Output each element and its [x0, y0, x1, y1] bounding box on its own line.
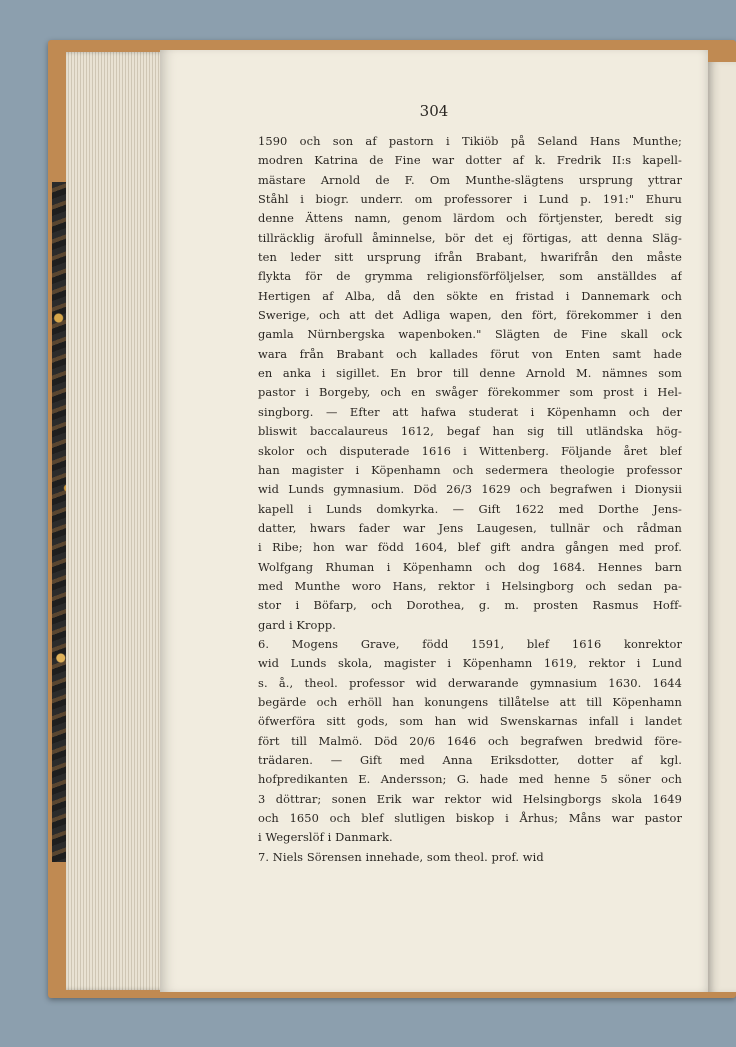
- text-line: stor i Böfarp, och Dorothea, g. m. prosten Rasmus Hoff-: [258, 598, 682, 613]
- text-line: 3 döttrar; sonen Erik war rektor wid Helsingborgs skola 1649: [258, 791, 682, 806]
- text-line: en anka i sigillet. En bror till denne Arnold M. nämnes som: [258, 366, 682, 381]
- text-line: bliswit baccalaureus 1612, begaf han sig till utländska hög-: [258, 424, 682, 439]
- text-line: öfwerföra sitt gods, som han wid Swenskarnas infall i landet: [258, 714, 682, 729]
- text-line: Wolfgang Rhuman i Köpenhamn och dog 1684. Hennes barn: [258, 559, 682, 574]
- text-line: i Wegerslöf i Danmark.: [258, 830, 393, 845]
- text-line: trädaren. — Gift med Anna Eriksdotter, dotter af kgl.: [258, 753, 682, 767]
- text-line: gamla Nürnbergska wapenboken." Slägten de Fine skall ock: [258, 327, 682, 342]
- text-line: Hertigen af Alba, då den sökte en fristad i Dannemark och: [258, 288, 682, 303]
- page-edges: [66, 52, 170, 990]
- text-line: fört till Malmö. Död 20/6 1646 och begrafwen bredwid före-: [258, 733, 682, 748]
- text-line: datter, hwars fader war Jens Laugesen, tullnär och rådman: [258, 520, 682, 535]
- text-line: singborg. — Efter att hafwa studerat i Köpenhamn och der: [258, 404, 682, 419]
- facing-page-edge: [708, 62, 736, 992]
- text-line: wid Lunds skola, magister i Köpenhamn 1619, rektor i Lund: [258, 656, 682, 671]
- text-line: hofpredikanten E. Andersson; G. hade med henne 5 söner och: [258, 772, 682, 787]
- text-line: tillräcklig ärofull åminnelse, bör det ej förtigas, att denna Släg-: [258, 230, 682, 245]
- page-number: 304: [419, 102, 449, 120]
- text-line: Ståhl i biogr. underr. om professorer i Lund p. 191:" Ehuru: [258, 192, 682, 207]
- text-line: modren Katrina de Fine war dotter af k. Fredrik II:s kapell-: [258, 153, 682, 168]
- text-line: flykta för de grymma religionsförföljelser, som anställdes af: [258, 269, 682, 284]
- text-line: i Ribe; hon war född 1604, blef gift andra gången med prof.: [258, 540, 682, 555]
- text-line: gard i Kropp.: [258, 617, 337, 632]
- text-line: skolor och disputerade 1616 i Wittenberg. Följande året blef: [258, 443, 682, 458]
- text-line: han magister i Köpenhamn och sedermera theologie professor: [258, 462, 682, 477]
- text-line: 6. Mogens Grave, född 1591, blef 1616 konrektor: [258, 636, 682, 651]
- text-line: kapell i Lunds domkyrka. — Gift 1622 med Dorthe Jens-: [258, 501, 682, 516]
- text-line: mästare Arnold de F. Om Munthe-slägtens ursprung yttrar: [258, 172, 682, 187]
- text-line: wid Lunds gymnasium. Död 26/3 1629 och begrafwen i Dionysii: [258, 482, 682, 497]
- text-line: 7. Niels Sörensen innehade, som theol. prof. wid: [258, 849, 544, 864]
- text-line: wara från Brabant och kallades förut von Enten samt hade: [258, 346, 682, 361]
- text-line: pastor i Borgeby, och en swåger förekommer som prost i Hel-: [258, 385, 682, 400]
- page-text: [258, 132, 682, 867]
- text-line: denne Ättens namn, genom lärdom och förtjenster, beredt sig: [258, 211, 682, 226]
- text-line: och 1650 och blef slutligen biskop i Århus; Måns war pastor: [258, 811, 682, 826]
- text-line: 1590 och son af pastorn i Tikiöb på Seland Hans Munthe;: [258, 134, 682, 148]
- book-page: [160, 50, 708, 992]
- text-line: s. å., theol. professor wid derwarande gymnasium 1630. 1644: [258, 675, 682, 690]
- text-line: med Munthe woro Hans, rektor i Helsingborg och sedan pa-: [258, 578, 682, 593]
- text-line: Swerige, och att det Adliga wapen, den fört, förekommer i den: [258, 308, 682, 323]
- text-line: ten leder sitt ursprung ifrån Brabant, hwarifrån den måste: [258, 250, 682, 265]
- text-line: begärde och erhöll han konungens tillåtelse att till Köpenhamn: [258, 694, 682, 709]
